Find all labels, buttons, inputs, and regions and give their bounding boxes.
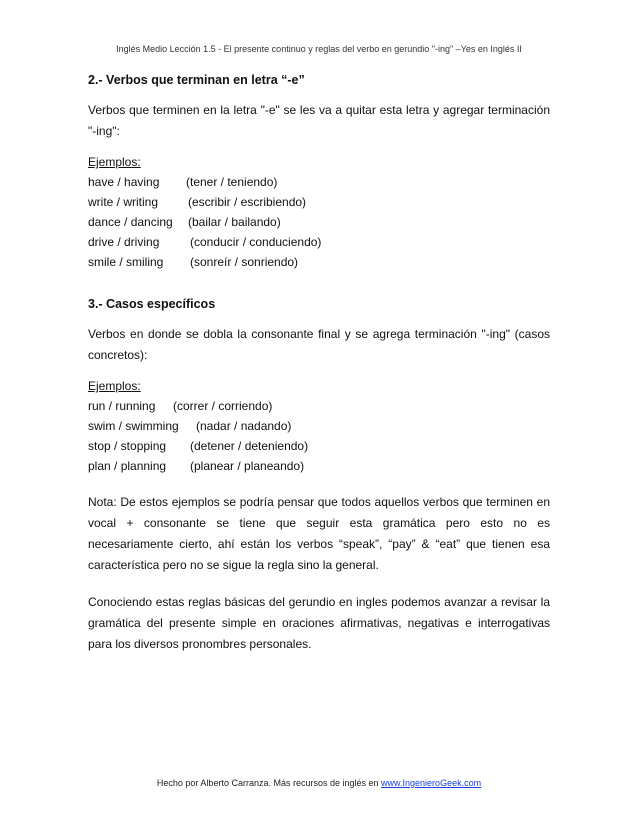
section-3-intro: Verbos en donde se dobla la consonante final y se agrega terminación "-ing" (casos concretos): xyxy=(88,327,550,362)
section-2-examples xyxy=(88,172,550,272)
section-3-title: 3.- Casos específicos xyxy=(88,297,216,311)
example-english: write / writing xyxy=(88,195,159,209)
example-spanish: (correr / corriendo) xyxy=(173,399,273,413)
example-english: dance / dancing xyxy=(88,215,173,229)
example-row xyxy=(88,212,550,232)
page-content xyxy=(88,70,550,655)
section-2-examples-label: Ejemplos: xyxy=(88,155,141,169)
example-row xyxy=(88,436,550,456)
example-row xyxy=(88,192,550,212)
example-spanish: (escribir / escribiendo) xyxy=(188,195,307,209)
section-3-examples xyxy=(88,396,550,476)
example-english: smile / smiling xyxy=(88,255,164,269)
section-2-title: 2.- Verbos que terminan en letra “-e” xyxy=(88,73,305,87)
example-english: have / having xyxy=(88,175,160,189)
section-2-intro: Verbos que terminen en la letra "-e" se les va a quitar esta letra y agregar terminación "-ing": xyxy=(88,103,550,138)
example-english: swim / swimming xyxy=(88,419,179,433)
example-row xyxy=(88,416,550,436)
example-row xyxy=(88,172,550,192)
example-row xyxy=(88,252,550,272)
page-header: Inglés Medio Lección 1.5 - El presente continuo y reglas del verbo en gerundio "-ing" –Yes en Inglés II xyxy=(116,44,522,54)
example-spanish: (nadar / nadando) xyxy=(196,419,292,433)
example-spanish: (conducir / conduciendo) xyxy=(190,235,322,249)
page-footer xyxy=(0,778,638,788)
example-row xyxy=(88,232,550,252)
example-english: plan / planning xyxy=(88,459,167,473)
example-row xyxy=(88,456,550,476)
example-english: drive / driving xyxy=(88,235,160,249)
note-paragraph: Nota: De estos ejemplos se podría pensar que todos aquellos verbos que terminen en vocal + consonante se tiene que seguir esta gramática pero esto no es necesariamente cierto, ahí están los verbos “speak”, “pay” & “eat” que tienen esa característica pero no se sigue la regla sino la general. xyxy=(88,495,550,572)
closing-paragraph: Conociendo estas reglas básicas del gerundio en ingles podemos avanzar a revisar la gramática del presente simple en oraciones afirmativas, negativas e interrogativas para los diversos pronombres personales. xyxy=(88,595,550,651)
footer-link[interactable]: www.IngenieroGeek.com xyxy=(381,778,482,788)
example-english: run / running xyxy=(88,399,156,413)
example-row xyxy=(88,396,550,416)
example-spanish: (tener / teniendo) xyxy=(186,175,278,189)
footer-text: Hecho por Alberto Carranza. Más recursos de inglés en xyxy=(156,778,382,788)
section-3-examples-label: Ejemplos: xyxy=(88,379,141,393)
example-spanish: (sonreír / sonriendo) xyxy=(190,255,299,269)
example-spanish: (detener / deteniendo) xyxy=(190,439,309,453)
example-english: stop / stopping xyxy=(88,439,167,453)
example-spanish: (planear / planeando) xyxy=(190,459,305,473)
example-spanish: (bailar / bailando) xyxy=(188,215,281,229)
